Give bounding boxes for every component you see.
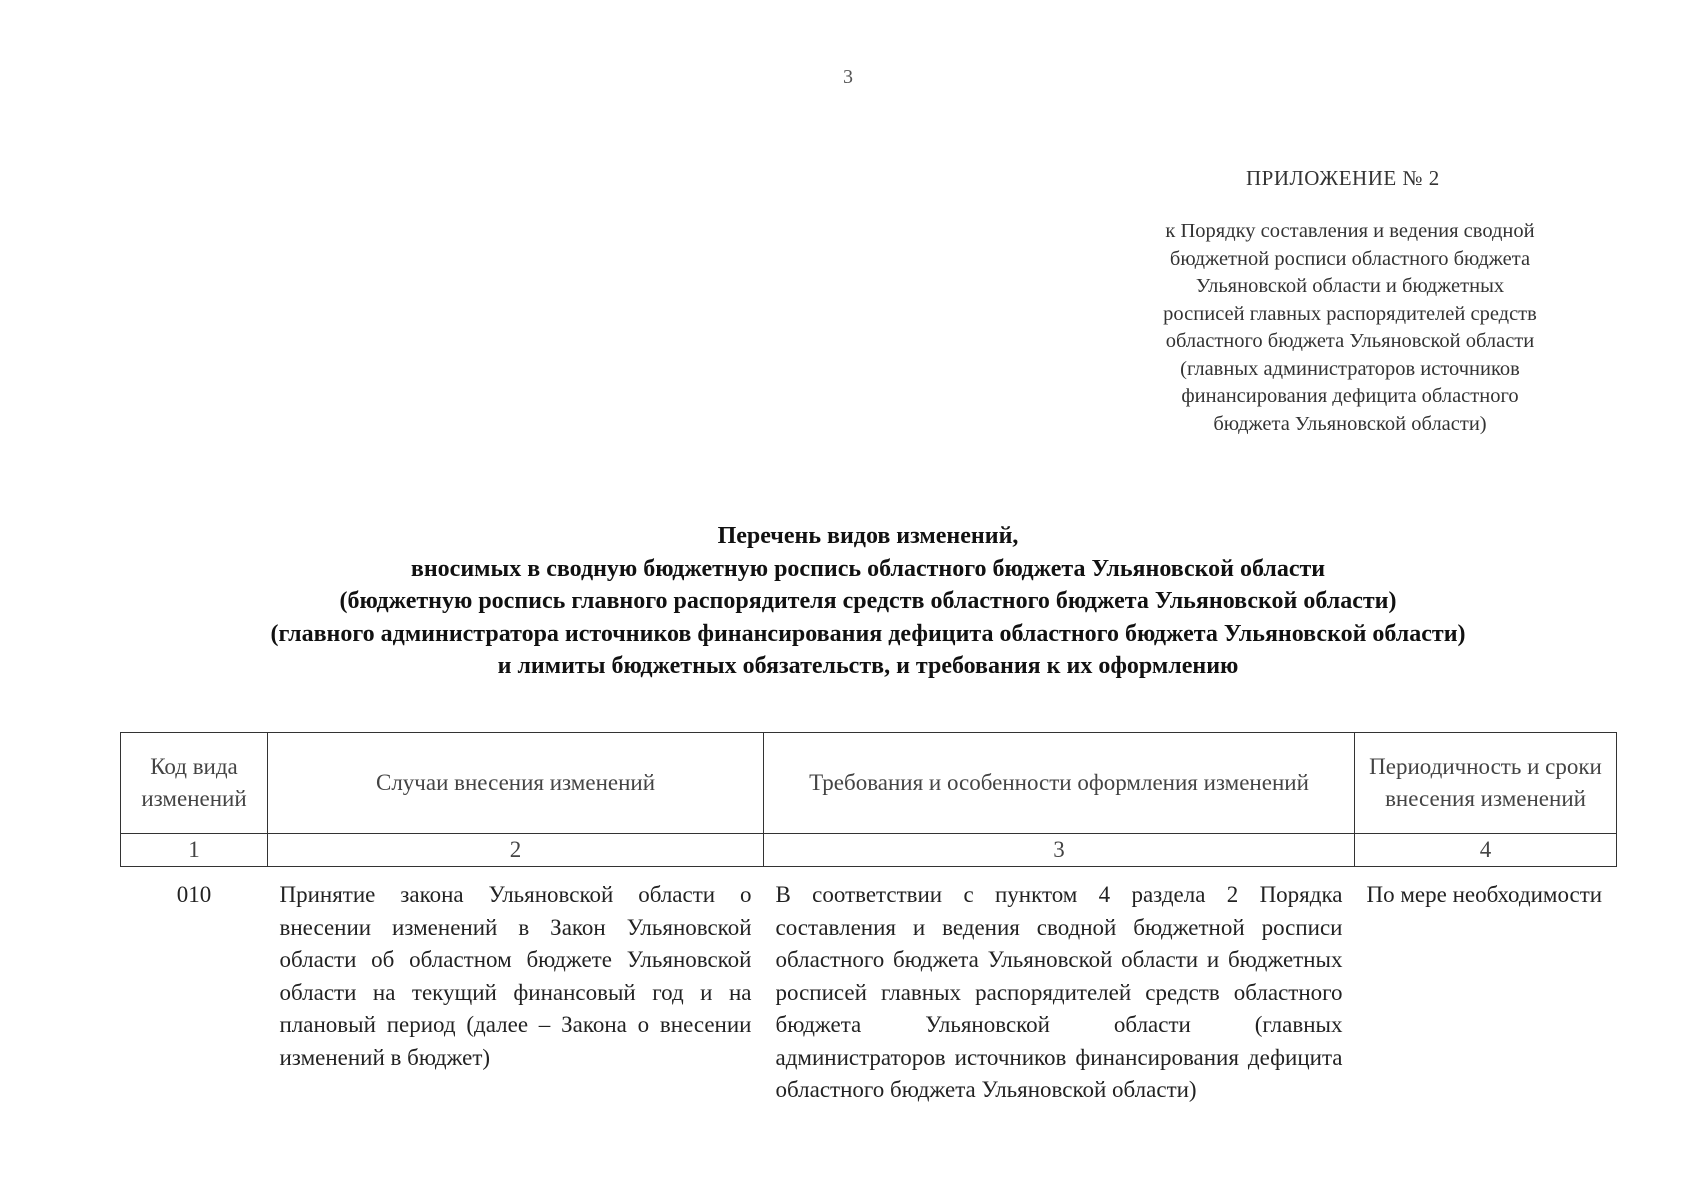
appendix-ref-line: бюджета Ульяновской области) xyxy=(1213,412,1487,435)
change-case-text: Принятие закона Ульяновской области о внесении изменений в Закон Ульяновской области об областном бюджете Ульяновской области на текущий финансовый год и на плановый период (далее – Закона о внесении изменений в бюджет) xyxy=(279,882,752,1070)
header-periodicity: Периодичность и сроки внесения изменений xyxy=(1355,733,1617,834)
column-number: 1 xyxy=(121,834,268,867)
header-change-code: Код вида изменений xyxy=(121,733,268,834)
column-number: 4 xyxy=(1355,834,1617,867)
column-number: 2 xyxy=(268,834,764,867)
change-code-cell: 010 xyxy=(176,882,212,907)
periodicity-cell: По мере необходимости xyxy=(1366,882,1603,907)
table-header-row xyxy=(121,733,1617,834)
appendix-ref-line: финансирования дефицита областного xyxy=(1181,385,1519,407)
requirements-text: В соответствии с пунктом 4 раздела 2 Порядка составления и ведения сводной бюджетной росписи областного бюджета Ульяновской области и бюджетных росписей главных распорядителей средств областного бюджета Ульяновской области (главных администраторов источников финансирования дефицита областного бюджета Ульяновской области) xyxy=(775,882,1343,1102)
column-number: 3 xyxy=(764,834,1355,867)
page-number: 3 xyxy=(843,66,853,88)
document-title-line: Перечень видов изменений, xyxy=(717,523,1019,549)
appendix-ref-line: бюджетной росписи областного бюджета xyxy=(1169,247,1531,270)
document-title-line: (бюджетную роспись главного распорядителя средств областного бюджета Ульяновской области) xyxy=(339,588,1397,614)
appendix-ref-line: к Порядку составления и ведения сводной xyxy=(1165,220,1535,242)
column-number-row xyxy=(121,834,1617,867)
document-title-line: и лимиты бюджетных обязательств, и требования к их оформлению xyxy=(497,653,1239,679)
header-requirements: Требования и особенности оформления изменений xyxy=(764,733,1355,834)
document-title xyxy=(120,520,1616,683)
changes-table xyxy=(120,732,1617,1107)
document-title-line: (главного администратора источников финансирования дефицита областного бюджета Ульяновской области) xyxy=(270,620,1466,647)
appendix-ref-line: росписей главных распорядителей средств xyxy=(1163,302,1537,325)
appendix-reference xyxy=(1120,218,1580,438)
header-change-cases: Случаи внесения изменений xyxy=(268,733,764,834)
requirements-cell xyxy=(764,867,1355,1107)
appendix-ref-line: (главных администраторов источников xyxy=(1180,357,1520,380)
table-row xyxy=(121,867,1617,1107)
appendix-ref-line: Ульяновской области и бюджетных xyxy=(1195,275,1505,297)
change-case-cell xyxy=(268,867,764,1107)
appendix-ref-line: областного бюджета Ульяновской области xyxy=(1165,330,1535,352)
appendix-title: ПРИЛОЖЕНИЕ № 2 xyxy=(1246,166,1440,190)
document-title-line: вносимых в сводную бюджетную роспись областного бюджета Ульяновской области xyxy=(410,555,1326,582)
